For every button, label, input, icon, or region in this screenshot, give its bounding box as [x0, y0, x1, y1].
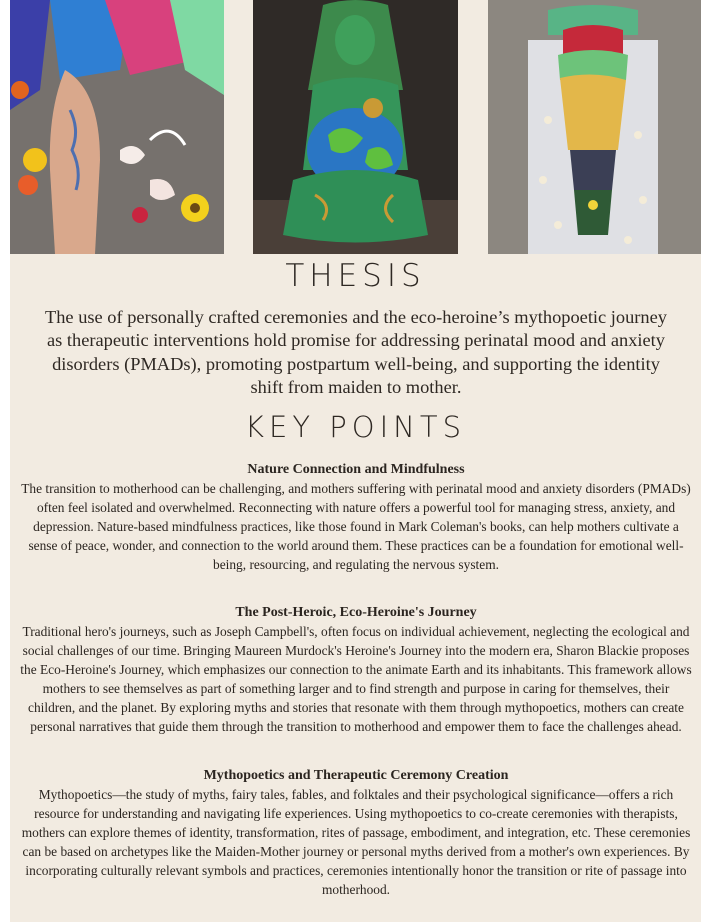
key-point-nature-connection: [18, 460, 694, 574]
key-point-heading: The Post-Heroic, Eco-Heroine's Journey: [235, 605, 477, 620]
ceremony-body-with-petals-photo: [488, 0, 701, 254]
key-points-title: KEY POINTS: [245, 410, 466, 444]
key-point-heading: Nature Connection and Mindfulness: [247, 462, 465, 477]
key-point-eco-heroine-journey: [18, 603, 694, 737]
thesis-title: THESIS: [285, 258, 426, 294]
key-point-body: Mythopoetics—the study of myths, fairy tales, fables, and folktales and their psychological significance—offers a rich resource for understanding and navigating life experiences. Using mythopoetics to co-create ceremonies with therapists, mothers can explore themes of identity, transformation, rites of passage, embodiment, and integration, etc. These ceremonies can be based on archetypes like the Maiden-Mother journey or personal myths derived from a mother's own experiences. By incorporating culturally relevant symbols and practices, ceremonies intentionally honor the transition or rite of passage into motherhood.: [21, 787, 691, 898]
poster-page: [10, 0, 701, 922]
key-point-body: The transition to motherhood can be challenging, and mothers suffering with perinatal mood and anxiety disorders (PMADs) often feel isolated and overwhelmed. Reconnecting with nature offers a powerful tool for managing stress, anxiety, and depression. Nature-based mindfulness practices, like those found in Mark Coleman's books, can help mothers cultivate a sense of peace, wonder, and connection to the world around them. These practices can be a foundation for emotional well-being, resourcing, and regulating the nervous system.: [21, 481, 691, 573]
key-point-mythopoetics: [18, 766, 694, 900]
tattooed-arm-with-flowers-photo: [10, 0, 224, 254]
thesis-text: The use of personally crafted ceremonies and the eco-heroine’s mythopoetic journey as therapeutic interventions hold promise for addressing perinatal mood and anxiety disorders (PMADs), promoting postpartum well-being, and supporting the identity shift from maiden to mother.: [45, 307, 667, 397]
key-point-heading: Mythopoetics and Therapeutic Ceremony Creation: [203, 768, 509, 783]
earth-goddess-statue-photo: [253, 0, 458, 254]
key-point-body: Traditional hero's journeys, such as Joseph Campbell's, often focus on individual achievement, neglecting the ecological and social challenges of our time. Bringing Maureen Murdock's Heroine's Journey into the modern era, Sharon Blackie proposes the Eco-Heroine's Journey, which emphasizes our connection to the animate Earth and its inhabitants. This framework allows mothers to see themselves as part of something larger and to find strength and purpose in caring for themselves, their children, and the planet. By exploring myths and stories that resonate with them through mythopoetics, mothers can create personal narratives that guide them through the transition to motherhood and empower them to face the challenges ahead.: [20, 624, 692, 735]
